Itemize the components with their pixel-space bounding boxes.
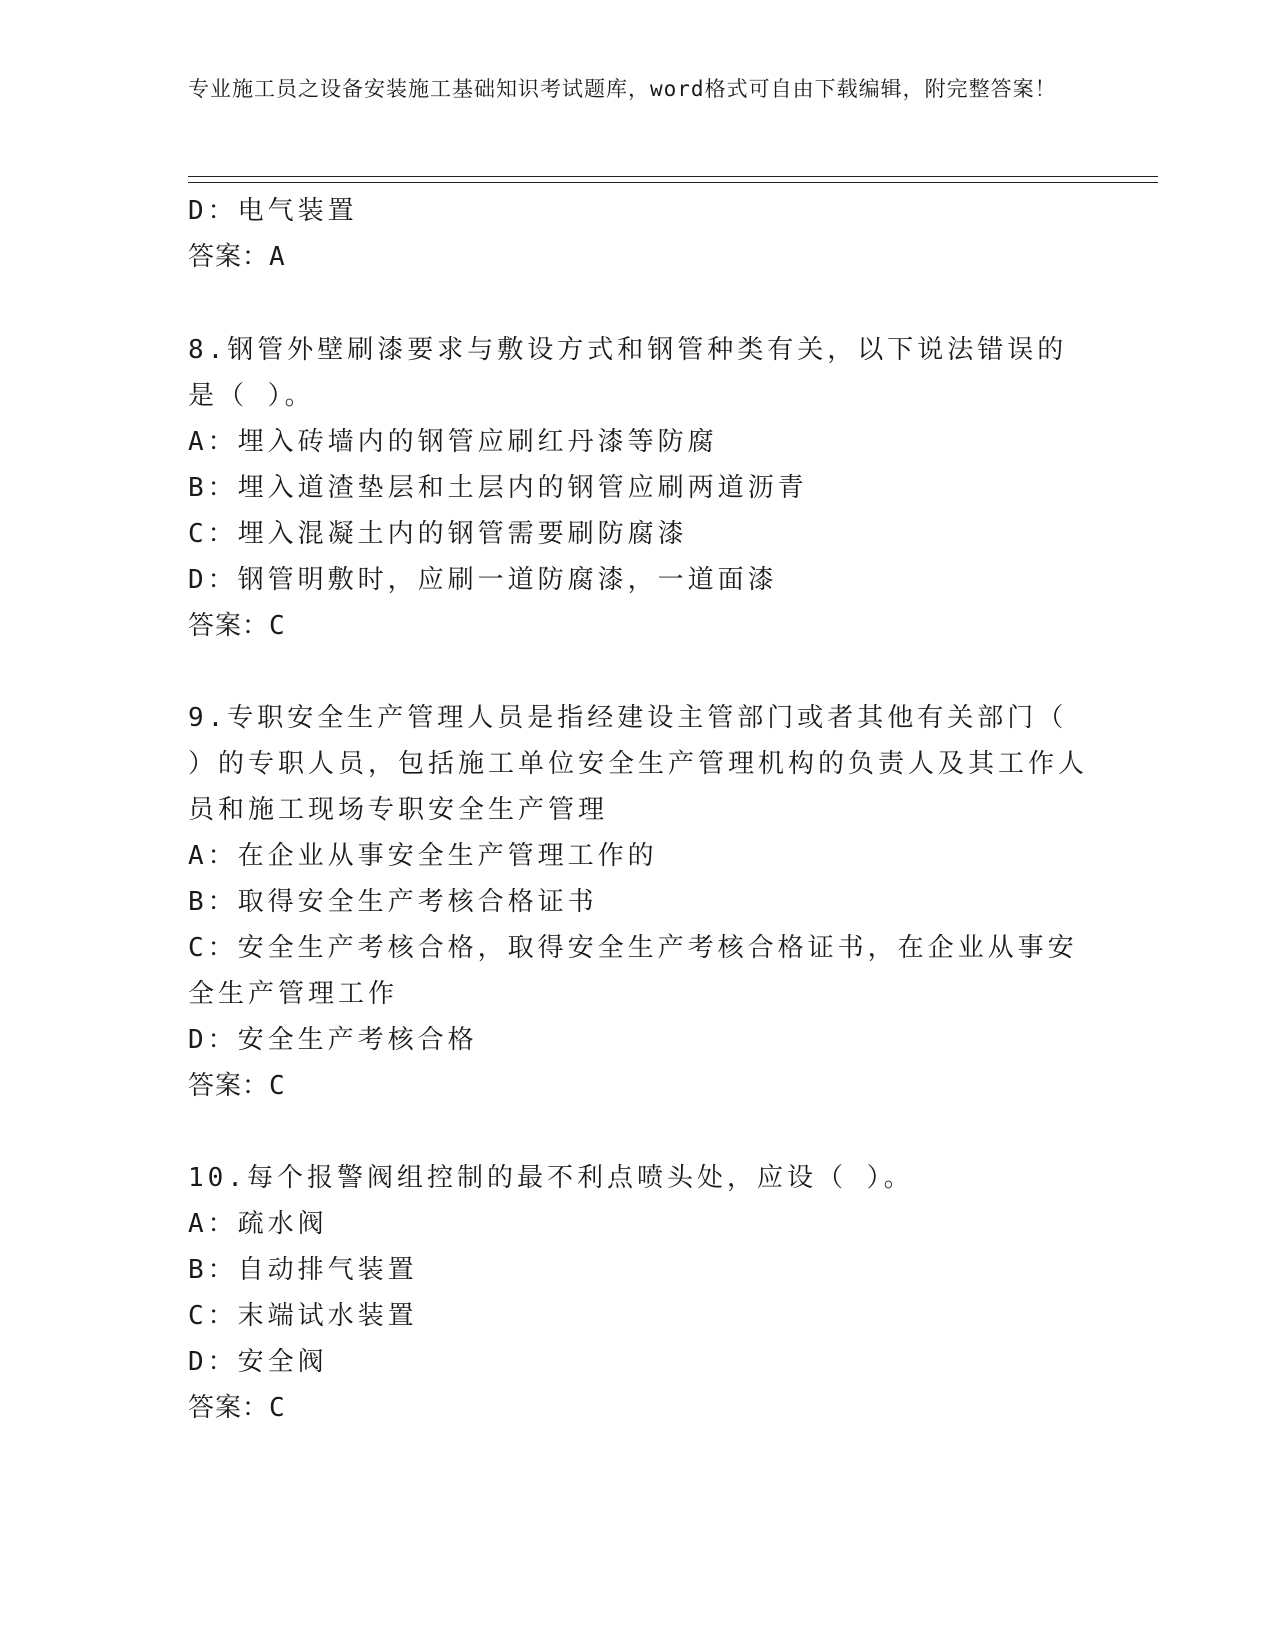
prev-answer: 答案：A: [188, 242, 286, 272]
option-a: A：在企业从事安全生产管理工作的: [188, 841, 658, 871]
question-8: [188, 327, 1088, 649]
option-c: C：埋入混凝土内的钢管需要刷防腐漆: [188, 519, 688, 549]
header-rule-bottom: [188, 182, 1158, 183]
prev-option-d: D：电气装置: [188, 196, 358, 226]
option-d: D：钢管明敷时，应刷一道防腐漆，一道面漆: [188, 565, 778, 595]
option-c: C：末端试水装置: [188, 1301, 418, 1331]
answer: 答案：C: [188, 1393, 286, 1423]
option-b: B：埋入道渣垫层和土层内的钢管应刷两道沥青: [188, 473, 808, 503]
question-stem: 8.钢管外壁刷漆要求与敷设方式和钢管种类有关，以下说法错误的是（ ）。: [188, 335, 1068, 411]
answer: 答案：C: [188, 1071, 286, 1101]
option-b: B：自动排气装置: [188, 1255, 418, 1285]
question-stem: 9.专职安全生产管理人员是指经建设主管部门或者其他有关部门（ ）的专职人员，包括施工单位安全生产管理机构的负责人及其工作人员和施工现场专职安全生产管理: [188, 703, 1089, 825]
option-a: A：埋入砖墙内的钢管应刷红丹漆等防腐: [188, 427, 718, 457]
option-d: D：安全阀: [188, 1347, 328, 1377]
option-b: B：取得安全生产考核合格证书: [188, 887, 598, 917]
header-rule-top: [188, 176, 1158, 177]
answer: 答案：C: [188, 611, 286, 641]
question-9: [188, 695, 1088, 1109]
question-10: [188, 1155, 1088, 1431]
option-a: A：疏水阀: [188, 1209, 328, 1239]
question-content: [188, 188, 1088, 1431]
option-d: D：安全生产考核合格: [188, 1025, 478, 1055]
question-stem: 10.每个报警阀组控制的最不利点喷头处，应设（ ）。: [188, 1163, 914, 1193]
option-c: C：安全生产考核合格，取得安全生产考核合格证书，在企业从事安全生产管理工作: [188, 933, 1078, 1009]
document-header: 专业施工员之设备安装施工基础知识考试题库，word格式可自由下载编辑，附完整答案！: [188, 77, 1057, 101]
